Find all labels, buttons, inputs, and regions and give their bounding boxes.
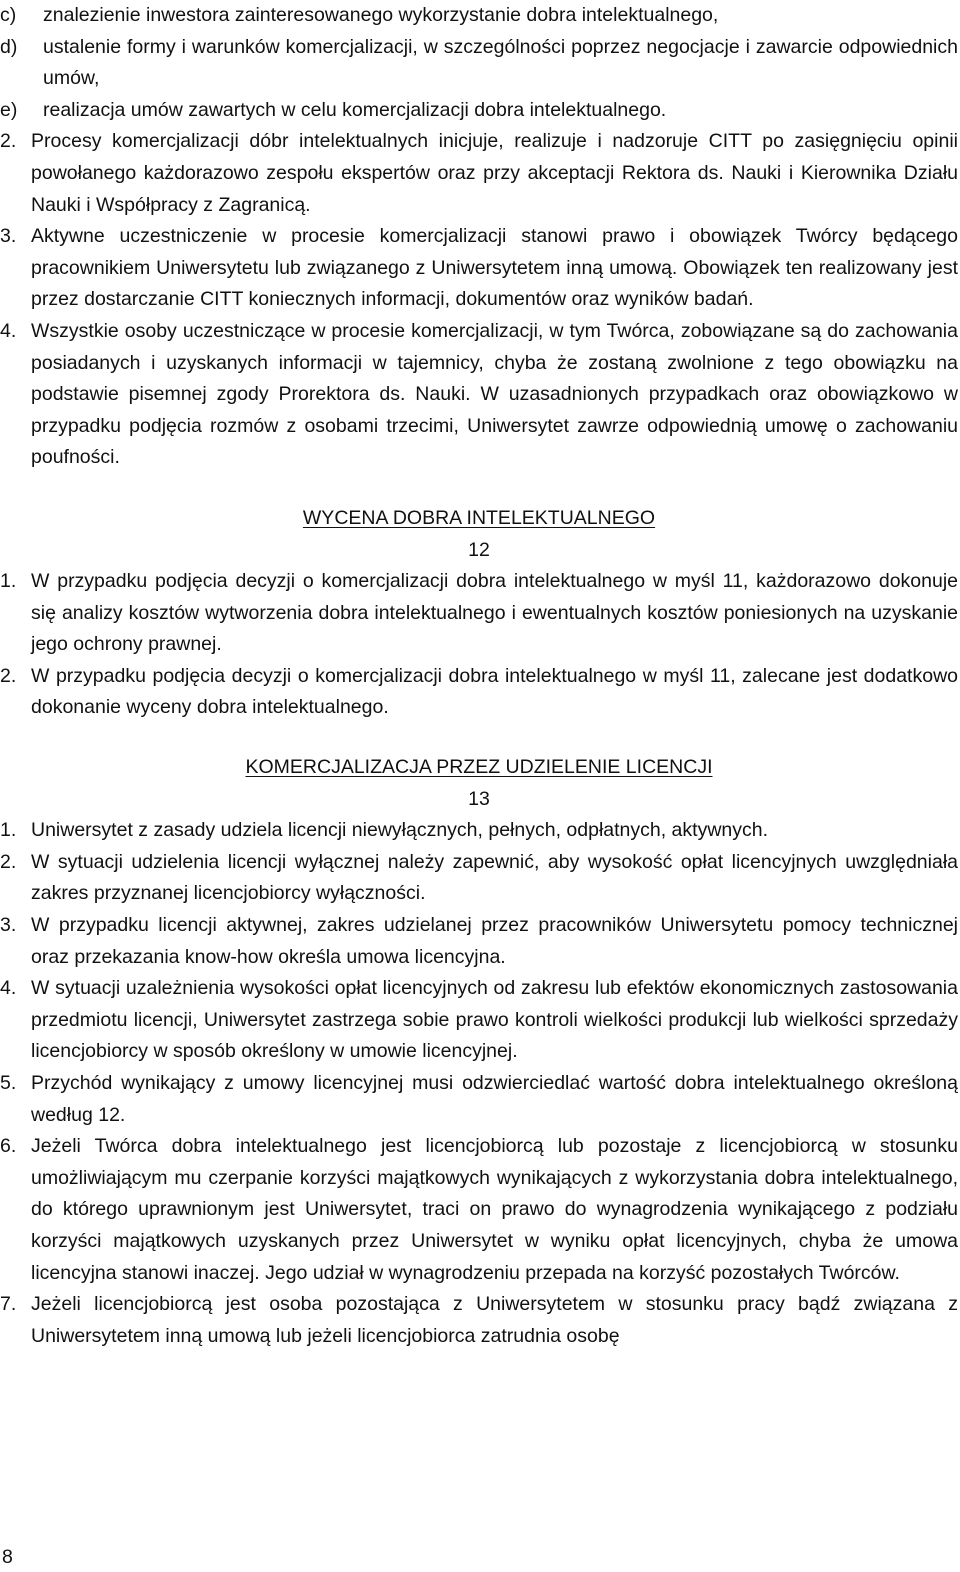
item-marker: 1.	[0, 570, 17, 593]
item-text: Jeżeli Twórca dobra intelektualnego jest licencjobiorcą lub pozostaje z licencjobiorcą w stosunku umożliwiającym mu czerpanie korzyści majątkowych wynikających z wykorzystania dobra intelektualnego, do którego uprawnionym jest Uniwersytet, traci on prawo do wynagrodzenia wynikającego z podziału korzyści majątkowych uzyskanych przez Uniwersytet w wyniku opłat licencyjnych, chyba że umowa licencyjna stanowi inaczej. Jego udział w wynagrodzeniu przepada na korzyść pozostałych Twórców.	[31, 1135, 958, 1284]
section-number: 13	[468, 787, 490, 810]
section-12-point-2	[0, 661, 958, 724]
spacer	[0, 474, 958, 503]
item-text: Aktywne uczestniczenie w procesie komercjalizacji stanowi prawo i obowiązek Twórcy będącego pracownikiem Uniwersytetu lub związanego z Uniwersytetem inną umową. Obowiązek ten realizowany jest przez dostarczanie CITT koniecznych informacji, dokumentów oraz wyników badań.	[31, 225, 958, 311]
section-13-point-6	[0, 1131, 958, 1289]
item-text-before: W przypadku podjęcia decyzji o komercjalizacji dobra intelektualnego w myśl	[31, 570, 723, 593]
section-12-heading: WYCENA DOBRA INTELEKTUALNEGO	[302, 506, 656, 529]
section-13-list	[0, 815, 958, 1352]
item-marker: 2.	[0, 664, 17, 687]
item-marker: 3.	[0, 225, 17, 248]
section-13-point-2	[0, 847, 958, 910]
section-13-point-1	[0, 815, 958, 847]
section-13-heading: KOMERCJALIZACJA PRZEZ UDZIELENIE LICENCJI	[245, 756, 713, 779]
item-text-before: W przypadku podjęcia decyzji o komercjalizacji dobra intelektualnego w myśl	[31, 664, 710, 687]
item-text: ustalenie formy i warunków komercjalizacji, w szczególności poprzez negocjacje i zawarcie odpowiednich umów,	[43, 35, 958, 90]
item-text: Uniwersytet z zasady udziela licencji niewyłącznych, pełnych, odpłatnych, aktywnych.	[31, 819, 769, 842]
list-item-c	[0, 0, 958, 32]
item-text: W sytuacji uzależnienia wysokości opłat licencyjnych od zakresu lub efektów ekonomicznych zastosowania przedmiotu licencji, Uniwersytet zastrzega sobie prawo kontroli wielkości produkcji lub wielkości sprzedaży licencjobiorcy w sposób określony w umowie licencyjnej.	[31, 977, 958, 1063]
spacer	[0, 724, 958, 752]
intro-list	[0, 0, 958, 126]
item-text: Jeżeli licencjobiorcą jest osoba pozostająca z Uniwersytetem w stosunku pracy bądź związana z Uniwersytetem inną umową lub jeżeli licencjobiorca zatrudnia osobę	[31, 1293, 958, 1347]
item-text: W sytuacji udzielenia licencji wyłącznej należy zapewnić, aby wysokość opłat licencyjnych uwzględniała zakres przyznanej licencjobiorcy wyłączności.	[31, 850, 958, 905]
item-text-after: 11, zalecane jest dodatkowo dokonanie wyceny dobra intelektualnego.	[31, 664, 959, 719]
item-text-after: 12.	[98, 1103, 126, 1126]
section-11-point-3	[0, 221, 958, 316]
section-13-point-4	[0, 973, 958, 1068]
item-marker: c)	[0, 4, 17, 26]
item-marker: 7.	[0, 1293, 17, 1316]
section-number: 12	[468, 538, 490, 561]
page-number: 8	[2, 1546, 13, 1568]
section-11-point-4	[0, 316, 958, 474]
item-marker: 2.	[0, 130, 17, 153]
list-item-e	[0, 95, 958, 127]
item-marker: 5.	[0, 1072, 17, 1094]
item-marker: 3.	[0, 914, 17, 937]
item-marker: d)	[0, 35, 18, 58]
item-marker: 1.	[0, 819, 17, 842]
item-text: realizacja umów zawartych w celu komercjalizacji dobra intelektualnego.	[43, 98, 667, 121]
item-text: znalezienie inwestora zainteresowanego wykorzystanie dobra intelektualnego,	[43, 4, 719, 26]
item-marker: 4.	[0, 977, 17, 1000]
item-text: Wszystkie osoby uczestniczące w procesie komercjalizacji, w tym Twórca, zobowiązane są do zachowania posiadanych i uzyskanych informacji w tajemnicy, chyba że zostaną zwolnione z tego obowiązku na podstawie pisemnej zgody Prorektora ds. Nauki. W uzasadnionych przypadkach oraz obowiązkowo w przypadku podjęcia rozmów z osobami trzecimi, Uniwersytet zawrze odpowiednią umowę o zachowaniu poufności.	[31, 319, 958, 469]
item-marker: e)	[0, 98, 18, 121]
section-13-point-7	[0, 1289, 958, 1352]
item-text-after: 11, każdorazowo dokonuje się analizy kosztów wytworzenia dobra intelektualnego i ewentualnych kosztów poniesionych na uzyskanie jego ochrony prawnej.	[31, 570, 959, 656]
item-marker: 4.	[0, 319, 17, 342]
section-12-point-1	[0, 566, 958, 661]
section-13-sign	[0, 784, 958, 816]
item-text-before: Przychód wynikający z umowy licencyjnej musi odzwierciedlać wartość dobra intelektualnego określoną według	[31, 1072, 958, 1126]
item-text: W przypadku licencji aktywnej, zakres udzielanej przez pracowników Uniwersytetu pomocy technicznej oraz przekazania know-how określa umowa licencyjna.	[31, 914, 958, 968]
item-marker: 2.	[0, 850, 17, 873]
section-11-list	[0, 126, 958, 474]
section-13-point-5	[0, 1068, 958, 1131]
list-item-d	[0, 32, 958, 95]
section-12-list	[0, 566, 958, 724]
section-11-point-2	[0, 126, 958, 221]
item-marker: 6.	[0, 1135, 17, 1158]
section-13-point-3	[0, 910, 958, 973]
item-text: Procesy komercjalizacji dóbr intelektualnych inicjuje, realizuje i nadzoruje CITT po zasięgnięciu opinii powołanego każdorazowo zespołu ekspertów oraz przy akceptacji Rektora ds. Nauki i Kierownika Działu Nauki i Współpracy z Zagranicą.	[31, 130, 958, 216]
section-12-sign	[0, 535, 958, 567]
